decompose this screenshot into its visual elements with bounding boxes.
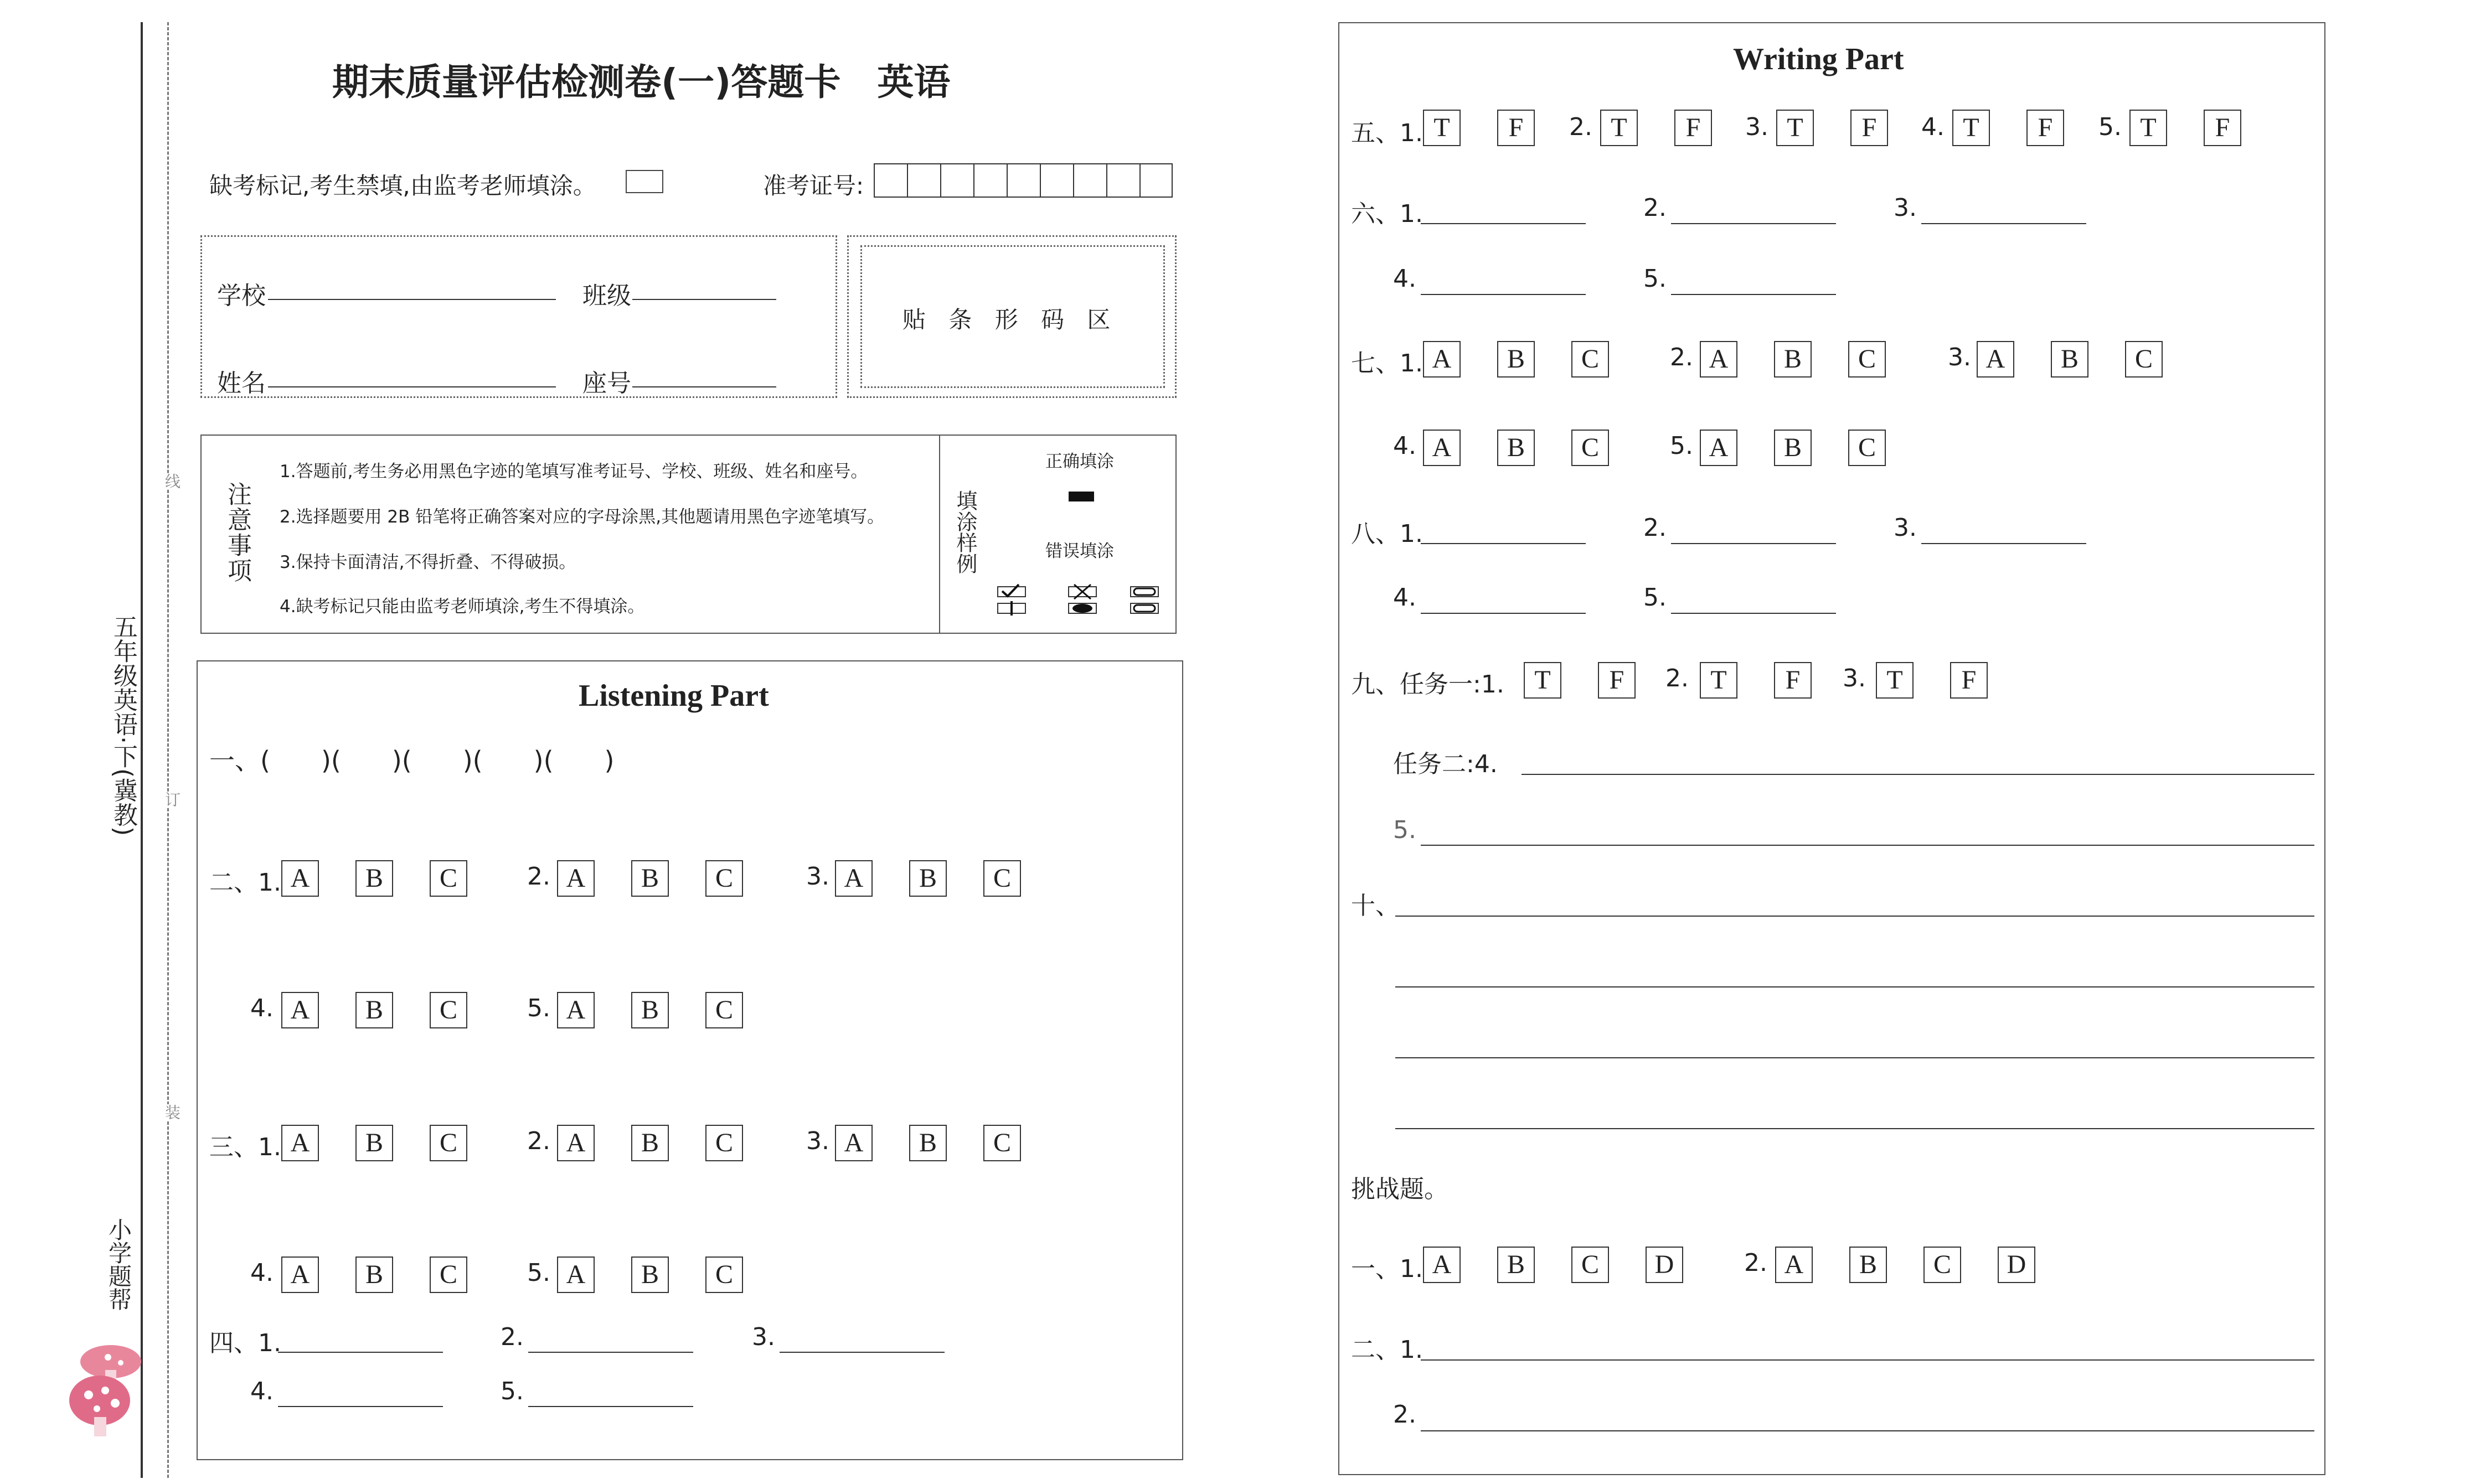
section-1-brackets: 一、( )( )( )( )( ): [209, 746, 615, 775]
option-a-box[interactable]: A: [281, 992, 319, 1028]
question-number: 2.: [1744, 1249, 1767, 1277]
answer-line[interactable]: [1921, 543, 2086, 544]
option-c-box[interactable]: C: [430, 860, 467, 897]
answer-line[interactable]: [1395, 1128, 2314, 1129]
option-a-box[interactable]: A: [1977, 341, 2014, 378]
option-b-box[interactable]: B: [631, 1125, 669, 1161]
answer-line[interactable]: [1395, 986, 2314, 987]
answer-line[interactable]: [1921, 223, 2086, 224]
question-number: 2.: [1643, 514, 1667, 542]
answer-line[interactable]: [1671, 223, 1836, 224]
task-2-label: 任务二:4.: [1393, 750, 1498, 778]
answer-line[interactable]: [1395, 916, 2314, 917]
question-number: 3.: [1843, 664, 1866, 692]
option-b-box[interactable]: B: [631, 992, 669, 1028]
option-a-box[interactable]: A: [1775, 1247, 1813, 1283]
option-c-box[interactable]: C: [705, 992, 743, 1028]
question-number: 5.: [527, 994, 550, 1022]
brand-label: 小学题帮: [105, 1218, 132, 1311]
option-c-box[interactable]: C: [2125, 341, 2163, 378]
option-c-box[interactable]: C: [983, 1125, 1021, 1161]
option-a-box[interactable]: A: [1423, 430, 1461, 466]
question-number: 3.: [806, 862, 829, 891]
question-number: 2.: [1393, 1400, 1416, 1429]
question-number: 5.: [1643, 265, 1667, 293]
question-number: 3.: [1745, 113, 1768, 141]
exam-number-boxes[interactable]: [874, 163, 1173, 198]
answer-line[interactable]: [1522, 774, 2314, 775]
seat-label: 座号: [582, 369, 631, 397]
option-b-box[interactable]: B: [355, 1125, 393, 1161]
question-number: 4.: [1393, 265, 1416, 293]
question-number: 2.: [501, 1323, 524, 1351]
listening-title: Listening Part: [579, 679, 769, 713]
grade-label: 五年级英语·下(冀教): [109, 614, 137, 836]
wrong-fill-label: 错误填涂: [1045, 541, 1114, 561]
section-5-label: 五、1.: [1351, 119, 1423, 147]
answer-line[interactable]: [528, 1406, 693, 1407]
answer-line[interactable]: [1421, 294, 1586, 295]
seat-field[interactable]: [632, 386, 776, 387]
section-4-label: 四、1.: [209, 1329, 281, 1357]
question-number: 3.: [806, 1127, 829, 1155]
question-number: 3.: [1894, 514, 1917, 542]
option-c-box[interactable]: C: [1571, 1247, 1609, 1283]
question-number: 4.: [250, 1259, 274, 1287]
note-item: 2.选择题要用 2B 铅笔将正确答案对应的字母涂黑,其他题请用黑色字迹笔填写。: [280, 507, 885, 527]
section-10-label: 十、: [1351, 892, 1400, 920]
question-number: 5.: [527, 1259, 550, 1287]
option-a-box[interactable]: A: [835, 860, 873, 897]
answer-line[interactable]: [1421, 1430, 2314, 1431]
page-title: 期末质量评估检测卷(一)答题卡 英语: [332, 61, 951, 104]
question-number: 4.: [1393, 432, 1416, 460]
answer-line[interactable]: [278, 1352, 443, 1353]
option-b-box[interactable]: B: [1497, 1247, 1535, 1283]
option-b-box[interactable]: B: [909, 860, 947, 897]
option-c-box[interactable]: C: [1923, 1247, 1961, 1283]
option-b-box[interactable]: B: [355, 860, 393, 897]
option-a-box[interactable]: A: [835, 1125, 873, 1161]
question-number: 2.: [527, 862, 550, 891]
note-item: 4.缺考标记只能由监考老师填涂,考生不得填涂。: [280, 597, 645, 617]
option-d-box[interactable]: D: [1998, 1247, 2035, 1283]
option-a-box[interactable]: A: [1423, 341, 1461, 378]
listening-section: [197, 660, 1183, 1460]
option-a-box[interactable]: A: [1700, 430, 1737, 466]
option-d-box[interactable]: D: [1646, 1247, 1683, 1283]
option-a-box[interactable]: A: [1423, 1247, 1461, 1283]
note-item: 3.保持卡面清洁,不得折叠、不得破损。: [280, 552, 576, 572]
option-a-box[interactable]: A: [557, 1257, 595, 1293]
class-label: 班级: [582, 282, 631, 310]
question-number: 5.: [1643, 583, 1667, 612]
section-7-label: 七、1.: [1351, 349, 1423, 378]
option-t-box[interactable]: T: [1952, 110, 1990, 146]
option-c-box[interactable]: C: [1848, 430, 1886, 466]
option-a-box[interactable]: A: [557, 992, 595, 1028]
question-number: 5.: [501, 1377, 524, 1405]
answer-line[interactable]: [1421, 223, 1586, 224]
correct-fill-label: 正确填涂: [1045, 452, 1114, 472]
binding-line-solid: [141, 22, 143, 1478]
option-c-box[interactable]: C: [705, 1257, 743, 1293]
section-6-label: 六、1.: [1351, 200, 1423, 228]
option-a-box[interactable]: A: [557, 860, 595, 897]
option-f-box[interactable]: F: [1598, 662, 1636, 699]
cut-mark-bind: 订: [161, 792, 183, 807]
binding-line-dashed: [167, 22, 169, 1478]
answer-line[interactable]: [1671, 543, 1836, 544]
challenge-1-label: 一、1.: [1351, 1255, 1423, 1283]
option-b-box[interactable]: B: [355, 992, 393, 1028]
question-number: 4.: [250, 1377, 274, 1405]
option-a-box[interactable]: A: [281, 1125, 319, 1161]
option-b-box[interactable]: B: [2051, 341, 2088, 378]
cut-mark-line: 线: [161, 473, 183, 489]
option-b-box[interactable]: B: [355, 1257, 393, 1293]
name-label: 姓名: [217, 369, 266, 397]
option-t-box[interactable]: T: [1700, 662, 1737, 699]
challenge-2-label: 二、1.: [1351, 1336, 1423, 1364]
option-c-box[interactable]: C: [430, 992, 467, 1028]
notes-title: 注意事项: [223, 482, 251, 583]
option-c-box[interactable]: C: [1571, 430, 1609, 466]
section-8-label: 八、1.: [1351, 520, 1423, 548]
question-number: 2.: [1665, 664, 1689, 692]
class-field[interactable]: [632, 299, 776, 300]
option-b-box[interactable]: B: [1849, 1247, 1887, 1283]
question-number: 2.: [527, 1127, 550, 1155]
question-number: 4.: [250, 994, 274, 1022]
question-number: 5.: [1670, 432, 1693, 460]
answer-line[interactable]: [278, 1406, 443, 1407]
student-info-box: [200, 235, 837, 398]
option-f-box[interactable]: F: [1774, 662, 1812, 699]
option-b-box[interactable]: B: [1774, 430, 1812, 466]
option-t-box[interactable]: T: [1524, 662, 1561, 699]
answer-line[interactable]: [1421, 543, 1586, 544]
cut-mark-fix: 装: [161, 1104, 183, 1120]
question-number: 2.: [1643, 194, 1667, 222]
question-number: 2.: [1569, 113, 1592, 141]
note-item: 1.答题前,考生务必用黑色字迹的笔填写准考证号、学校、班级、姓名和座号。: [280, 462, 868, 482]
absent-mark-label: 缺考标记,考生禁填,由监考老师填涂。: [209, 172, 596, 199]
answer-line[interactable]: [1671, 613, 1836, 614]
question-number: 4.: [1393, 583, 1416, 612]
section-9-label: 九、任务一:1.: [1351, 670, 1504, 699]
question-number: 5.: [1393, 816, 1416, 844]
option-a-box[interactable]: A: [557, 1125, 595, 1161]
option-b-box[interactable]: B: [631, 1257, 669, 1293]
option-c-box[interactable]: C: [705, 1125, 743, 1161]
option-t-box[interactable]: T: [1600, 110, 1638, 146]
option-f-box[interactable]: F: [1950, 662, 1988, 699]
option-c-box[interactable]: C: [1848, 341, 1886, 378]
option-a-box[interactable]: A: [281, 860, 319, 897]
exam-number-label: 准考证号:: [763, 172, 864, 199]
option-f-box[interactable]: F: [2204, 110, 2241, 146]
barcode-label: 贴 条 形 码 区: [902, 306, 1118, 333]
option-a-box[interactable]: A: [1700, 341, 1737, 378]
school-label: 学校: [217, 282, 266, 310]
option-b-box[interactable]: B: [909, 1125, 947, 1161]
option-b-box[interactable]: B: [1497, 341, 1535, 378]
sample-title: 填涂样例: [953, 490, 977, 574]
challenge-label: 挑战题。: [1351, 1175, 1448, 1203]
option-f-box[interactable]: F: [1674, 110, 1712, 146]
option-t-box[interactable]: T: [1423, 110, 1461, 146]
option-t-box[interactable]: T: [1776, 110, 1814, 146]
writing-title: Writing Part: [1733, 42, 1904, 76]
question-number: 3.: [752, 1323, 775, 1351]
option-c-box[interactable]: C: [430, 1125, 467, 1161]
wrong-fill-marks: [991, 581, 1168, 620]
option-c-box[interactable]: C: [1571, 341, 1609, 378]
option-t-box[interactable]: T: [2129, 110, 2167, 146]
answer-line[interactable]: [780, 1352, 945, 1353]
question-number: 3.: [1894, 194, 1917, 222]
answer-line[interactable]: [1395, 1057, 2314, 1058]
question-number: 3.: [1948, 343, 1971, 371]
option-t-box[interactable]: T: [1876, 662, 1914, 699]
option-c-box[interactable]: C: [430, 1257, 467, 1293]
question-number: 4.: [1921, 113, 1945, 141]
answer-line[interactable]: [1421, 845, 2314, 846]
option-b-box[interactable]: B: [631, 860, 669, 897]
mushroom-logo: [66, 1328, 149, 1439]
section-3-label: 三、1.: [209, 1133, 281, 1161]
name-field[interactable]: [268, 386, 556, 387]
absent-mark-box[interactable]: [626, 170, 663, 193]
option-f-box[interactable]: F: [1850, 110, 1888, 146]
option-b-box[interactable]: B: [1497, 430, 1535, 466]
correct-fill-mark: [1069, 492, 1094, 501]
option-c-box[interactable]: C: [705, 860, 743, 897]
section-2-label: 二、1.: [209, 868, 281, 897]
option-c-box[interactable]: C: [983, 860, 1021, 897]
question-number: 5.: [2098, 113, 2122, 141]
option-a-box[interactable]: A: [281, 1257, 319, 1293]
option-b-box[interactable]: B: [1774, 341, 1812, 378]
option-f-box[interactable]: F: [2026, 110, 2064, 146]
answer-line[interactable]: [528, 1352, 693, 1353]
answer-line[interactable]: [1671, 294, 1836, 295]
answer-line[interactable]: [1421, 1359, 2314, 1361]
notes-divider: [939, 435, 940, 634]
option-f-box[interactable]: F: [1497, 110, 1535, 146]
answer-line[interactable]: [1421, 613, 1586, 614]
school-field[interactable]: [268, 299, 556, 300]
question-number: 2.: [1670, 343, 1693, 371]
